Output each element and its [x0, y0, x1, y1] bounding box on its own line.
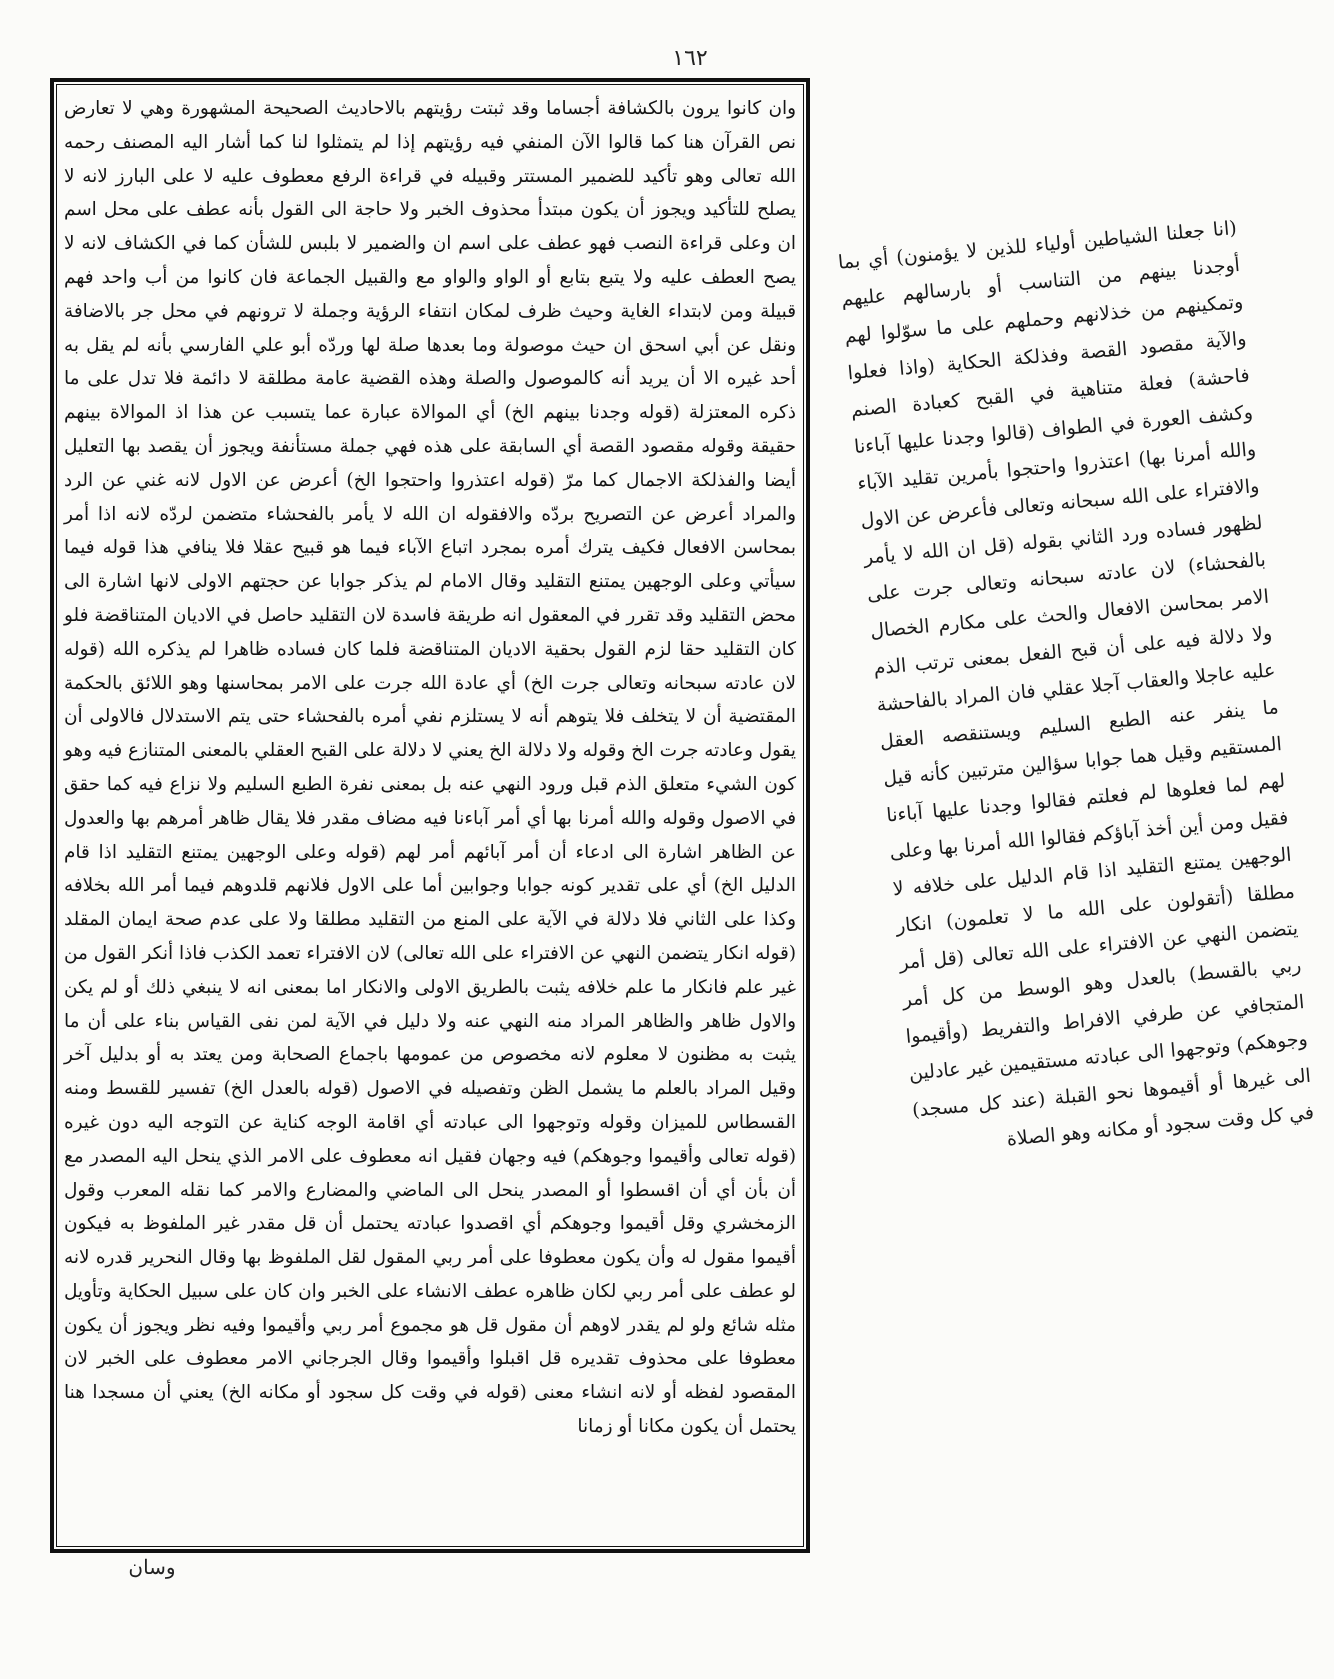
page-number: ١٦٢ [672, 46, 708, 71]
margin-note-text: (انا جعلنا الشياطين أولياء للذين لا يؤمنون) أي بما أوجدنا بينهم من التناسب أو بارسالهم عليهم وتمكينهم من خذلانهم وحملهم على ما سوّلوا لهم والآية مقصود القصة وفذلكة الحكاية (واذا فعلوا فاحشة) فعلة متناهية في القبح كعبادة الصنم وكشف العورة في الطواف (قالوا وجدنا عليها آباءنا والله أمرنا بها) اعتذروا واحتجوا بأمرين تقليد الآباء والافتراء على الله سبحانه وتعالى فأعرض عن الاول لظهور فساده ورد الثاني بقوله (قل ان الله لا يأمر بالفحشاء) لان عادته سبحانه وتعالى جرت على الامر بمحاسن الافعال والحث على مكارم الخصال ولا دلالة فيه على أن قبح الفعل بمعنى ترتب الذم عليه عاجلا والعقاب آجلا عقلي فان المراد بالفاحشة ما ينفر عنه الطبع السليم ويستنقصه العقل المستقيم وقيل هما جوابا سؤالين مترتبين كأنه قيل لهم لما فعلوها لم فعلتم فقالوا وجدنا عليها آباءنا فقيل ومن أين أخذ آباؤكم فقالوا الله أمرنا بها وعلى الوجهين يمتنع التقليد اذا قام الدليل على خلافه لا مطلقا (أتقولون على الله ما لا تعلمون) انكار يتضمن النهي عن الافتراء على الله تعالى (قل أمر ربي بالقسط) بالعدل وهو الوسط من كل أمر المتجافي عن طرفي الافراط والتفريط (وأقيموا وجوهكم) وتوجهوا الى عبادته مستقيمين غير عادلين الى غيرها أو أقيموها نحو القبلة (عند كل مسجد) في كل وقت سجود أو مكانه وهو الصلاة [837, 216, 1315, 1151]
main-commentary-text: وان كانوا يرون بالكشافة أجساما وقد ثبتت رؤيتهم بالاحاديث الصحيحة المشهورة وهي لا تعارض نص القرآن هنا كما قالوا الآن المنفي فيه رؤيتهم إذا لم يتمثلوا لنا كما أشار اليه المصنف رحمه الله تعالى وهو تأكيد للضمير المستتر وقبيله في قراءة الرفع معطوف عليه لا على البارز لانه لا يصلح للتأكيد ويجوز أن يكون مبتدأ محذوف الخبر ولا حاجة الى القول بأنه عطف على محل اسم ان وعلى قراءة النصب فهو عطف على اسم ان والضمير لا بلبس للشأن كما في الكشاف لانه لا يصح العطف عليه ولا يتبع بتابع أو الواو والواو مع والقبيل الجماعة فان كانوا من أب واحد فهم قبيلة ومن لابتداء الغاية وحيث ظرف لمكان انتفاء الرؤية وجملة لا ترونهم في محل جر بالاضافة ونقل عن أبي اسحق ان حيث موصولة وما بعدها صلة لها وردّه أبو علي الفارسي بأنه لم يقل به أحد غيره الا أن يريد أنه كالموصول والصلة وهذه القضية عامة مطلقة لا دائمة فلا تدل على ما ذكره المعتزلة (قوله وجدنا بينهم الخ) أي الموالاة عبارة عما يتسبب عن هذا اذ الموالاة بينهم حقيقة وقوله مقصود القصة أي السابقة على هذه فهي جملة مستأنفة ويجوز أن يقصد بها التعليل أيضا والفذلكة الاجمال كما مرّ (قوله اعتذروا واحتجوا الخ) أعرض عن الاول لانه غني عن الرد والمراد أعرض عن التصريح بردّه والافقوله ان الله لا يأمر بالفحشاء متضمن لردّه لانه اذا أمر بمحاسن الافعال فكيف يترك أمره بمجرد اتباع الآباء فيما هو قبيح عقلا فلا ينافي هذا قوله فيما سيأتي وعلى الوجهين يمتنع التقليد وقال الامام لم يذكر جوابا عن حجتهم الاولى لانها اشارة الى محض التقليد وقد تقرر في المعقول انه طريقة فاسدة لان التقليد حاصل في الاديان المتناقضة فلو كان التقليد حقا لزم القول بحقية الاديان المتناقضة فلما كان فساده ظاهرا لم يذكره الله (قوله لان عادته سبحانه وتعالى جرت الخ) أي عادة الله جرت على الامر بمحاسنها وهو اللائق بالحكمة المقتضية أن لا يتخلف فلا يتوهم أنه لا يستلزم نفي أمره بالفحشاء حتى يتم الاستدلال فالاولى أن يقول وعادته جرت الخ وقوله ولا دلالة الخ يعني لا دلالة على القبح العقلي بالمعنى المتنازع فيه وهو كون الشيء متعلق الذم قبل ورود النهي عنه بل بمعنى نفرة الطبع السليم ولا نزاع فيه كما حقق في الاصول وقوله والله أمرنا بها أي أمر آباءنا فيه مضاف مقدر فلا يقال ظاهر أمرهم بها والعدول عن الظاهر اشارة الى ادعاء أن أمر آبائهم أمر لهم (قوله وعلى الوجهين يمتنع التقليد اذا قام الدليل الخ) أي على تقدير كونه جوابا وجوابين أما على الاول فلانهم قلدوهم فيما أمر الله بخلافه وكذا على الثاني فلا دلالة في الآية على المنع من التقليد مطلقا ولا على عدم صحة ايمان المقلد (قوله انكار يتضمن النهي عن الافتراء على الله تعالى) لان الافتراء تعمد الكذب فاذا أنكر القول من غير علم فانكار ما علم خلافه يثبت بالطريق الاولى والانكار اما بمعنى انه لا ينبغي ذلك أو لم يكن والاول ظاهر والظاهر المراد منه النهي عنه ولا دليل في الآية لمن نفى القياس بناء على أن ما يثبت به مظنون لا معلوم لانه مخصوص من عمومها باجماع الصحابة ومن يعتد به أو بدليل آخر وقيل المراد بالعلم ما يشمل الظن وتفصيله في الاصول (قوله بالعدل الخ) تفسير للقسط ومنه القسطاس للميزان وقوله وتوجهوا الى عبادته أي اقامة الوجه كناية عن التوجه اليه دون غيره (قوله تعالى وأقيموا وجوهكم) فيه وجهان فقيل انه معطوف على الامر الذي ينحل اليه المصدر مع أن بأن أي أن اقسطوا أو المصدر ينحل الى الماضي والمضارع والامر كما نقله المعرب وقول الزمخشري وقل أقيموا وجوهكم أي اقصدوا عبادته يحتمل أن قل مقدر غير الملفوظ به فيكون أقيموا مقول له وأن يكون معطوفا على أمر ربي المقول لقل الملفوظ بها وقال النحرير قدره لانه لو عطف على أمر ربي لكان ظاهره عطف الانشاء على الخبر وان كان على سبيل الحكاية وتأويل مثله شائع ولو لم يقدر لاوهم أن مقول قل هو مجموع أمر ربي وأقيموا وفيه نظر ويجوز أن يكون معطوفا على محذوف تقديره قل اقبلوا وأقيموا وقال الجرجاني الامر معطوف على الخبر لان المقصود لفظه أو لانه انشاء معنى (قوله في وقت كل سجود أو مكانه الخ) يعني أن مسجدا هنا يحتمل أن يكون مكانا أو زمانا [64, 98, 797, 1438]
catchword: وسان [128, 1555, 176, 1579]
